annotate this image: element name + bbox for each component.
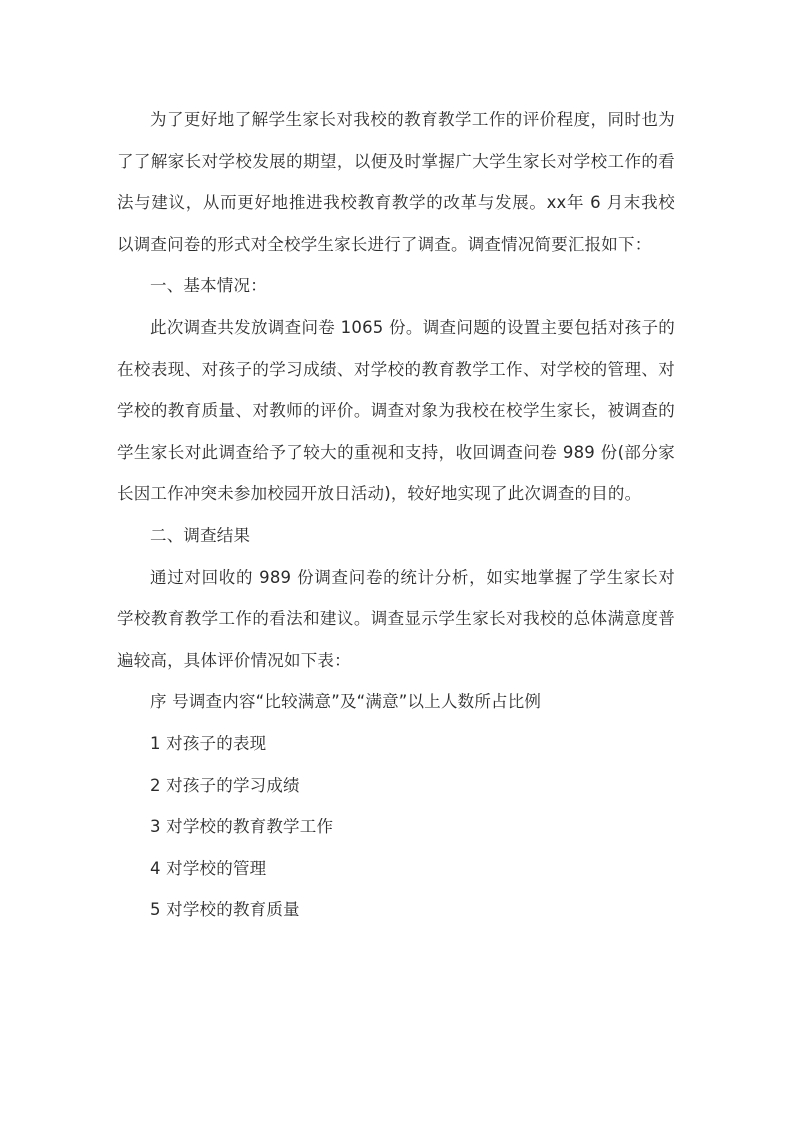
- table-row: 1 对孩子的表现: [150, 733, 267, 753]
- section-heading-results: 二、调查结果: [150, 525, 251, 545]
- intro-paragraph: 为了更好地了解学生家长对我校的教育教学工作的评价程度，同时也为了了解家长对学校发展的期望，以便及时掌握广大学生家长对学校工作的看法与建议，从而更好地推进我校教育教学的改革与发展。xx年 6 月末我校以调查问卷的形式对全校学生家长进行了调查。调查情况简要汇报如下：: [117, 110, 675, 254]
- document-page: [117, 99, 675, 931]
- table-row: 4 对学校的管理: [150, 858, 267, 878]
- table-header: 序 号调查内容“比较满意”及“满意”以上人数所占比例: [150, 692, 542, 712]
- results-paragraph: 通过对回收的 989 份调查问卷的统计分析，如实地掌握了学生家长对学校教育教学工作的看法和建议。调查显示学生家长对我校的总体满意度普遍较高，具体评价情况如下表：: [117, 567, 675, 670]
- table-row: 3 对学校的教育教学工作: [150, 817, 334, 837]
- basic-info-paragraph: 此次调查共发放调查问卷 1065 份。调查问题的设置主要包括对孩子的在校表现、对孩子的学习成绩、对学校的教育教学工作、对学校的管理、对学校的教育质量、对教师的评价。调查对象为我校在校学生家长，被调查的学生家长对此调查给予了较大的重视和支持，收回调查问卷 989 份(部分家长因工作冲突未参加校园开放日活动)，较好地实现了此次调查的目的。: [117, 317, 675, 504]
- table-row: 5 对学校的教育质量: [150, 900, 300, 920]
- table-row: 2 对孩子的学习成绩: [150, 775, 300, 795]
- section-heading-basic-info: 一、基本情况：: [150, 276, 267, 296]
